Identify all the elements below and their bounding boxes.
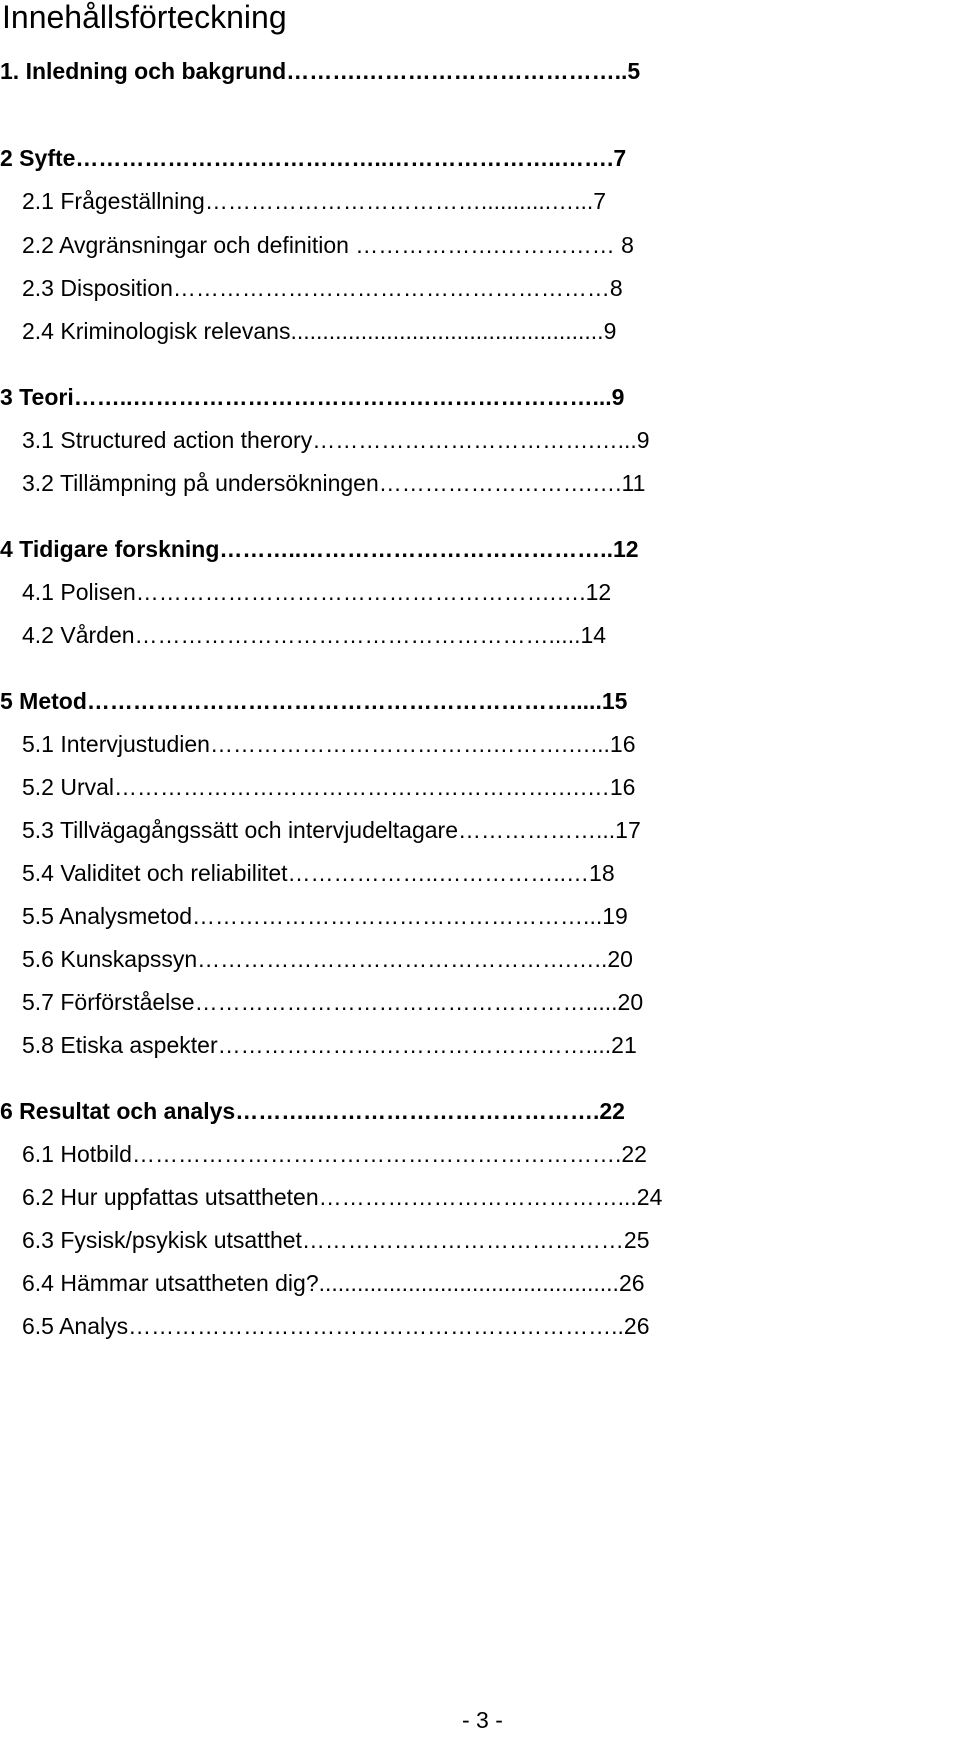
toc-entry-section-6-2[interactable]: 6.2 Hur uppfattas utsattheten…………………………………...24: [22, 1184, 663, 1210]
toc-entry-section-5[interactable]: 5 Metod……………………………………………………….....15: [0, 688, 628, 714]
toc-entry-section-5-1[interactable]: 5.1 Intervjustudien……………………………….……….…...16: [22, 731, 636, 757]
toc-entry-section-6-5[interactable]: 6.5 Analys………………………………………………………..26: [22, 1313, 650, 1339]
toc-entry-section-5-3[interactable]: 5.3 Tillvägagångssätt och intervjudeltagare………………...17: [22, 817, 641, 843]
page-title: Innehållsförteckning: [2, 0, 287, 35]
toc-entry-section-6[interactable]: 6 Resultat och analys………..……………………………….22: [0, 1098, 625, 1124]
toc-entry-section-6-4[interactable]: 6.4 Hämmar utsattheten dig?...............................................26: [22, 1270, 645, 1296]
page-number: - 3 -: [462, 1707, 503, 1733]
toc-entry-section-2-1[interactable]: 2.1 Frågeställning………………………………...........…...7: [22, 188, 607, 214]
toc-entry-section-6-3[interactable]: 6.3 Fysisk/psykisk utsatthet……………………………………25: [22, 1227, 650, 1253]
toc-entry-section-3[interactable]: 3 Teori……..……………………………………………………...9: [0, 384, 625, 410]
toc-entry-section-2[interactable]: 2 Syfte…………………………………..…………………..…….7: [0, 145, 627, 171]
toc-entry-section-3-1[interactable]: 3.1 Structured action therory……………………………….…...9: [22, 427, 650, 453]
toc-entry-section-5-2[interactable]: 5.2 Urval………………………………………………….….…16: [22, 774, 636, 800]
toc-entry-section-4-1[interactable]: 4.1 Polisen……………………………………………….….12: [22, 579, 612, 605]
toc-entry-section-1[interactable]: 1. Inledning och bakgrund……….……………………………..5: [0, 58, 641, 84]
toc-entry-section-2-4[interactable]: 2.4 Kriminologisk relevans.................................................9: [22, 318, 617, 344]
toc-entry-section-2-2[interactable]: 2.2 Avgränsningar och definition ……………….…………… 8: [22, 232, 634, 258]
toc-entry-section-5-6[interactable]: 5.6 Kunskapssyn………………………………………….…..20: [22, 946, 633, 972]
toc-entry-section-5-4[interactable]: 5.4 Validitet och reliabilitet………………..……………..…18: [22, 860, 615, 886]
toc-entry-section-4[interactable]: 4 Tidigare forskning………..…………………………………..12: [0, 536, 639, 562]
toc-entry-section-4-2[interactable]: 4.2 Vården……………………………………………….....14: [22, 622, 607, 648]
toc-entry-section-5-5[interactable]: 5.5 Analysmetod……………………………………………...19: [22, 903, 628, 929]
toc-entry-section-2-3[interactable]: 2.3 Disposition…………………………………………………8: [22, 275, 623, 301]
toc-entry-section-3-2[interactable]: 3.2 Tillämpning på undersökningen……………………….….11: [22, 470, 646, 496]
toc-entry-section-6-1[interactable]: 6.1 Hotbild……………………………………………………….22: [22, 1141, 647, 1167]
toc-entry-section-5-8[interactable]: 5.8 Etiska aspekter…………………………………………....21: [22, 1032, 637, 1058]
toc-entry-section-5-7[interactable]: 5.7 Förförståelse…………………………………………….....20: [22, 989, 644, 1015]
